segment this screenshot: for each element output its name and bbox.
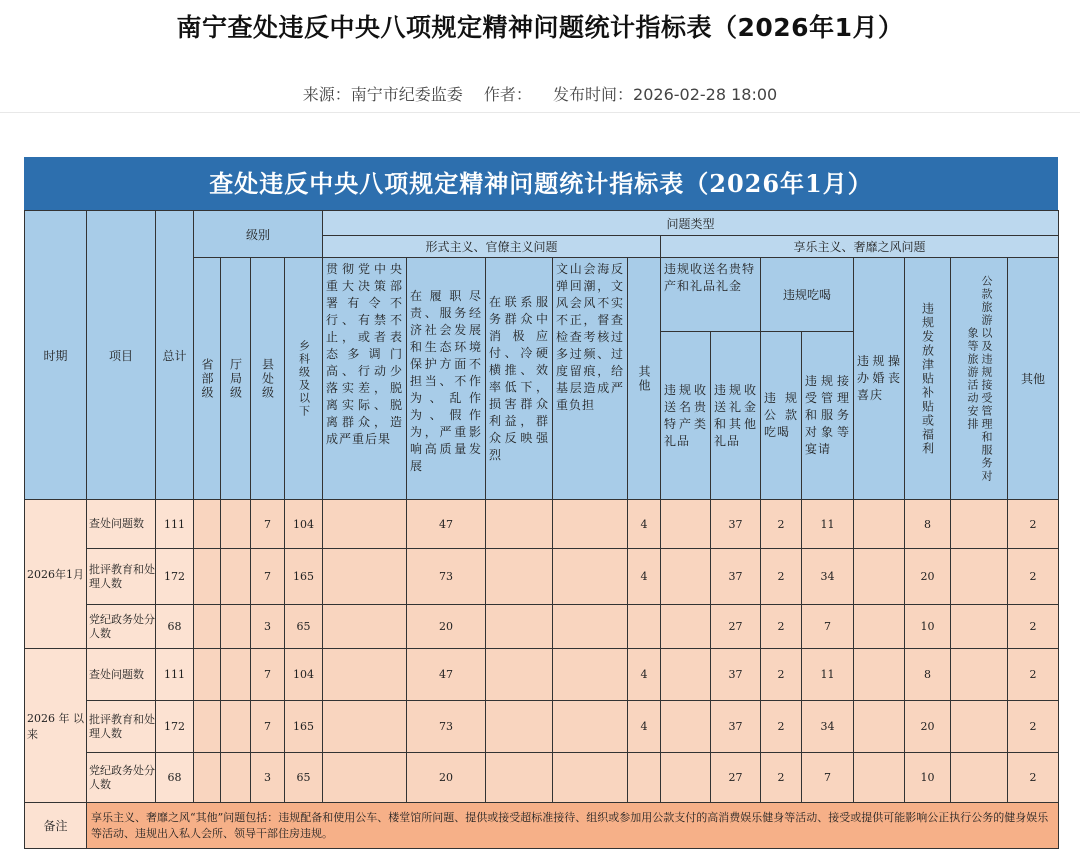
cell-county: 7 [251,549,285,605]
cell-h2: 10 [905,753,951,803]
row-item: 批评教育和处理人数 [87,701,156,753]
cell-h2: 8 [905,500,951,549]
cell-township: 65 [285,605,323,649]
stats-table [24,210,1059,849]
publish-info [553,85,777,104]
cell-province [194,500,221,549]
cell-province [194,753,221,803]
cell-f3 [486,549,553,605]
header-tourism: 公款旅游以及违规接受管理和服务对象等旅游活动安排 [951,258,1008,500]
cell-province [194,549,221,605]
table-row [25,500,1059,549]
cell-bureau [221,500,251,549]
cell-province [194,701,221,753]
cell-total: 68 [156,605,194,649]
table-banner-title: 查处违反中央八项规定精神问题统计指标表（2026年1月） [24,157,1058,210]
cell-h4: 2 [1008,549,1059,605]
author-label: 作者： [483,85,532,104]
cell-g2: 37 [711,549,761,605]
cell-h3 [951,701,1008,753]
header-problem-type: 问题类型 [323,211,1059,236]
cell-county: 7 [251,649,285,701]
cell-d2: 7 [802,753,854,803]
publish-time: 2026-02-28 18:00 [633,85,778,104]
header-formalism: 形式主义、官僚主义问题 [323,236,661,258]
cell-total: 68 [156,753,194,803]
header-hedonism: 享乐主义、奢靡之风问题 [661,236,1059,258]
cell-f4 [553,649,628,701]
header-allowance: 违规发放津贴补贴或福利 [905,258,951,500]
cell-h3 [951,649,1008,701]
header-total: 总计 [156,211,194,500]
cell-g1 [661,753,711,803]
cell-province [194,605,221,649]
row-item: 查处问题数 [87,649,156,701]
cell-g1 [661,649,711,701]
header-dining-banquet: 违规接受管理和服务对象等宴请 [802,332,854,500]
cell-h2: 8 [905,649,951,701]
header-formalism-meetings: 文山会海反弹回潮，文风会风不实不正，督查检查考核过多过频、过度留痕，给基层造成严重负担 [553,258,628,500]
header-level-province: 省部级 [194,258,221,500]
cell-township: 165 [285,549,323,605]
cell-f2: 73 [407,701,486,753]
cell-g2: 27 [711,605,761,649]
cell-township: 165 [285,701,323,753]
header-item: 项目 [87,211,156,500]
table-row [25,649,1059,701]
cell-h1 [854,649,905,701]
cell-g1 [661,605,711,649]
cell-h4: 2 [1008,701,1059,753]
cell-h4: 2 [1008,649,1059,701]
header-level-bureau: 厅局级 [221,258,251,500]
cell-f2: 20 [407,605,486,649]
cell-f5: 4 [628,701,661,753]
cell-f4 [553,605,628,649]
cell-f3 [486,701,553,753]
cell-total: 111 [156,500,194,549]
cell-total: 172 [156,549,194,605]
cell-h1 [854,701,905,753]
header-level-county: 县处级 [251,258,285,500]
cell-h4: 2 [1008,753,1059,803]
remark-text: 享乐主义、奢靡之风“其他”问题包括：违规配备和使用公车、楼堂馆所问题、提供或接受超标准接待、组织或参加用公款支付的高消费娱乐健身等活动、接受或提供可能影响公正执行公务的健身娱乐等活动、违规出入私人会所、领导干部住房违规。 [87,803,1059,849]
cell-h4: 2 [1008,605,1059,649]
cell-f1 [323,701,407,753]
header-wedding-funeral: 违规操办婚丧喜庆 [854,258,905,500]
cell-total: 111 [156,649,194,701]
header-dining-public: 违规公款吃喝 [761,332,802,500]
cell-f4 [553,701,628,753]
cell-county: 3 [251,753,285,803]
row-item: 党纪政务处分人数 [87,605,156,649]
cell-h1 [854,605,905,649]
cell-f1 [323,500,407,549]
row-item: 党纪政务处分人数 [87,753,156,803]
cell-g1 [661,701,711,753]
cell-f5: 4 [628,500,661,549]
cell-f1 [323,605,407,649]
header-formalism-other: 其他 [628,258,661,500]
cell-f2: 20 [407,753,486,803]
cell-d1: 2 [761,500,802,549]
header-gift-specialty: 违规收送名贵特产类礼品 [661,332,711,500]
cell-d2: 34 [802,701,854,753]
cell-f4 [553,549,628,605]
cell-h2: 10 [905,605,951,649]
cell-f5: 4 [628,549,661,605]
cell-g1 [661,500,711,549]
header-hedonism-other: 其他 [1008,258,1059,500]
header-gift-cash: 违规收送礼金和其他礼品 [711,332,761,500]
cell-f3 [486,753,553,803]
header-formalism-duty: 在履职尽责、服务经济社会发展和生态环境保护方面不担当、不作为、乱作为、假作为，严重影响高质量发展 [407,258,486,500]
cell-bureau [221,649,251,701]
cell-township: 104 [285,649,323,701]
cell-f3 [486,649,553,701]
cell-bureau [221,605,251,649]
cell-d2: 11 [802,500,854,549]
cell-d1: 2 [761,605,802,649]
cell-d1: 2 [761,701,802,753]
period-label: 2026年1月 [25,500,87,649]
cell-h2: 20 [905,701,951,753]
cell-county: 7 [251,500,285,549]
cell-township: 104 [285,500,323,549]
row-item: 批评教育和处理人数 [87,549,156,605]
cell-g2: 27 [711,753,761,803]
cell-h3 [951,753,1008,803]
cell-g2: 37 [711,500,761,549]
header-level: 级别 [194,211,323,258]
row-item: 查处问题数 [87,500,156,549]
cell-f3 [486,500,553,549]
cell-f1 [323,753,407,803]
cell-h2: 20 [905,549,951,605]
cell-g2: 37 [711,701,761,753]
table-row [25,605,1059,649]
cell-f4 [553,753,628,803]
cell-d1: 2 [761,753,802,803]
cell-f4 [553,500,628,549]
article-title: 南宁查处违反中央八项规定精神问题统计指标表（2026年1月） [176,13,904,42]
cell-township: 65 [285,753,323,803]
period-label: 2026 年 以来 [25,649,87,803]
cell-province [194,649,221,701]
cell-f3 [486,605,553,649]
cell-h3 [951,605,1008,649]
cell-f1 [323,649,407,701]
header-level-township: 乡科级及以下 [285,258,323,500]
cell-d2: 7 [802,605,854,649]
source-value[interactable]: 南宁市纪委监委 [350,85,463,104]
cell-h3 [951,500,1008,549]
header-formalism-masses: 在联系服务群众中消极应付、冷硬横推、效率低下，损害群众利益，群众反映强烈 [486,258,553,500]
cell-g2: 37 [711,649,761,701]
publish-label: 发布时间： [553,85,634,104]
table-row [25,549,1059,605]
header-gift-group: 违规收送名贵特产和礼品礼金 [661,258,761,332]
cell-f5 [628,605,661,649]
cell-bureau [221,549,251,605]
cell-d2: 11 [802,649,854,701]
cell-h4: 2 [1008,500,1059,549]
cell-county: 7 [251,701,285,753]
table-row [25,753,1059,803]
source-label: 来源： [302,85,351,104]
header-dining-group: 违规吃喝 [761,258,854,332]
cell-f5 [628,753,661,803]
author-info [484,85,532,104]
remark-row [25,803,1059,849]
stats-table-image [24,157,1058,851]
cell-h3 [951,549,1008,605]
source-info [303,85,463,104]
cell-f5: 4 [628,649,661,701]
cell-f2: 47 [407,649,486,701]
cell-bureau [221,701,251,753]
cell-d1: 2 [761,549,802,605]
cell-h1 [854,549,905,605]
cell-d1: 2 [761,649,802,701]
cell-total: 172 [156,701,194,753]
cell-county: 3 [251,605,285,649]
divider [0,112,1080,113]
cell-f2: 73 [407,549,486,605]
cell-f2: 47 [407,500,486,549]
header-period: 时期 [25,211,87,500]
cell-d2: 34 [802,549,854,605]
table-row [25,701,1059,753]
cell-f1 [323,549,407,605]
cell-h1 [854,500,905,549]
cell-g1 [661,549,711,605]
remark-label: 备注 [25,803,87,849]
header-formalism-decision: 贯彻党中央重大决策部署有令不行、有禁不止，或者表态多调门高、行动少落实差，脱离实际、脱离群众，造成严重后果 [323,258,407,500]
article-meta [0,82,1080,105]
cell-h1 [854,753,905,803]
cell-bureau [221,753,251,803]
